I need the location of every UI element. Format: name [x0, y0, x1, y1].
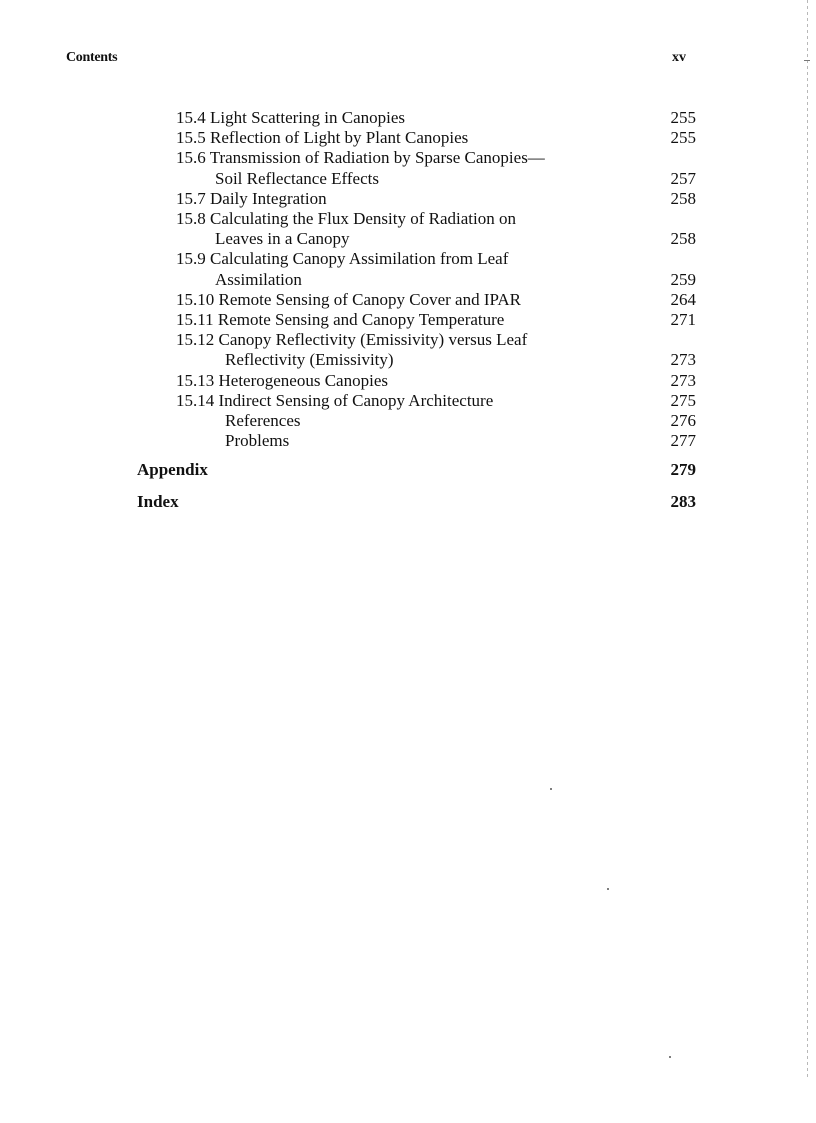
toc-entry-title: 15.13 Heterogeneous Canopies [176, 370, 388, 390]
toc-entry [176, 128, 696, 148]
toc-entry-page-number: 276 [670, 411, 696, 431]
toc-entry-page-number: 255 [670, 108, 696, 127]
toc-entry [176, 371, 696, 391]
toc-entry-title: 15.8 Calculating the Flux Density of Radiation on [176, 209, 516, 229]
toc-index-entry [137, 492, 696, 512]
toc-entry [176, 148, 696, 188]
toc-entry-page-number: 275 [670, 390, 696, 410]
running-header-title: Contents [66, 50, 118, 65]
page-edge-tick [804, 60, 810, 61]
toc-entry-title: Problems [225, 431, 290, 451]
scan-speck [550, 788, 552, 790]
toc-entry [176, 290, 696, 310]
toc-entry-page-number: 264 [670, 289, 696, 309]
running-header-page-number: xv [672, 50, 686, 65]
toc-entry-page-number: 271 [670, 310, 696, 330]
toc-entry-title: 15.5 Reflection of Light by Plant Canopies [176, 128, 469, 148]
table-of-contents [176, 108, 696, 451]
toc-entry [176, 310, 696, 330]
toc-entry-page-number: 277 [670, 431, 696, 451]
toc-entry-page-number: 273 [670, 350, 696, 370]
toc-entry-title: 15.14 Indirect Sensing of Canopy Architecture [176, 390, 494, 410]
scan-speck [607, 888, 609, 890]
toc-entry-title-continued: Assimilation [215, 269, 302, 289]
toc-entry-title-continued: Reflectivity (Emissivity) [225, 350, 394, 370]
toc-entry-page-number: 258 [670, 188, 696, 208]
toc-entry [176, 209, 696, 249]
toc-entry-title: 15.9 Calculating Canopy Assimilation from Leaf [176, 249, 509, 269]
toc-entry-page-number: 257 [670, 168, 696, 188]
scan-speck [669, 1056, 671, 1058]
toc-entry [176, 391, 696, 411]
toc-entry-page-number: 259 [670, 269, 696, 289]
toc-appendix-label: Appendix [137, 460, 208, 479]
toc-entry-title: 15.12 Canopy Reflectivity (Emissivity) versus Leaf [176, 330, 528, 350]
toc-entry [176, 189, 696, 209]
toc-entry-page-number: 273 [670, 370, 696, 390]
toc-entry-title-continued: Leaves in a Canopy [215, 229, 350, 249]
toc-entry-page-number: 255 [670, 128, 696, 148]
toc-entry-title: 15.6 Transmission of Radiation by Sparse Canopies— [176, 148, 545, 168]
page-edge-line [807, 0, 808, 1080]
toc-entry-page-number: 258 [670, 229, 696, 249]
toc-appendix-page: 279 [670, 460, 696, 479]
toc-entry [176, 411, 696, 431]
toc-index-page: 283 [670, 492, 696, 511]
toc-entry-title: 15.4 Light Scattering in Canopies [176, 108, 405, 127]
toc-entry-title-continued: Soil Reflectance Effects [215, 168, 379, 188]
toc-entry [176, 330, 696, 370]
toc-index-label: Index [137, 492, 179, 511]
toc-entry-title: References [225, 411, 301, 431]
toc-entry [176, 249, 696, 289]
toc-appendix-entry [137, 460, 696, 480]
toc-entry-title: 15.10 Remote Sensing of Canopy Cover and IPAR [176, 289, 522, 309]
toc-entry-title: 15.11 Remote Sensing and Canopy Temperature [176, 310, 505, 330]
toc-entry-title: 15.7 Daily Integration [176, 188, 327, 208]
toc-entry [176, 108, 696, 128]
toc-entry [176, 431, 696, 451]
